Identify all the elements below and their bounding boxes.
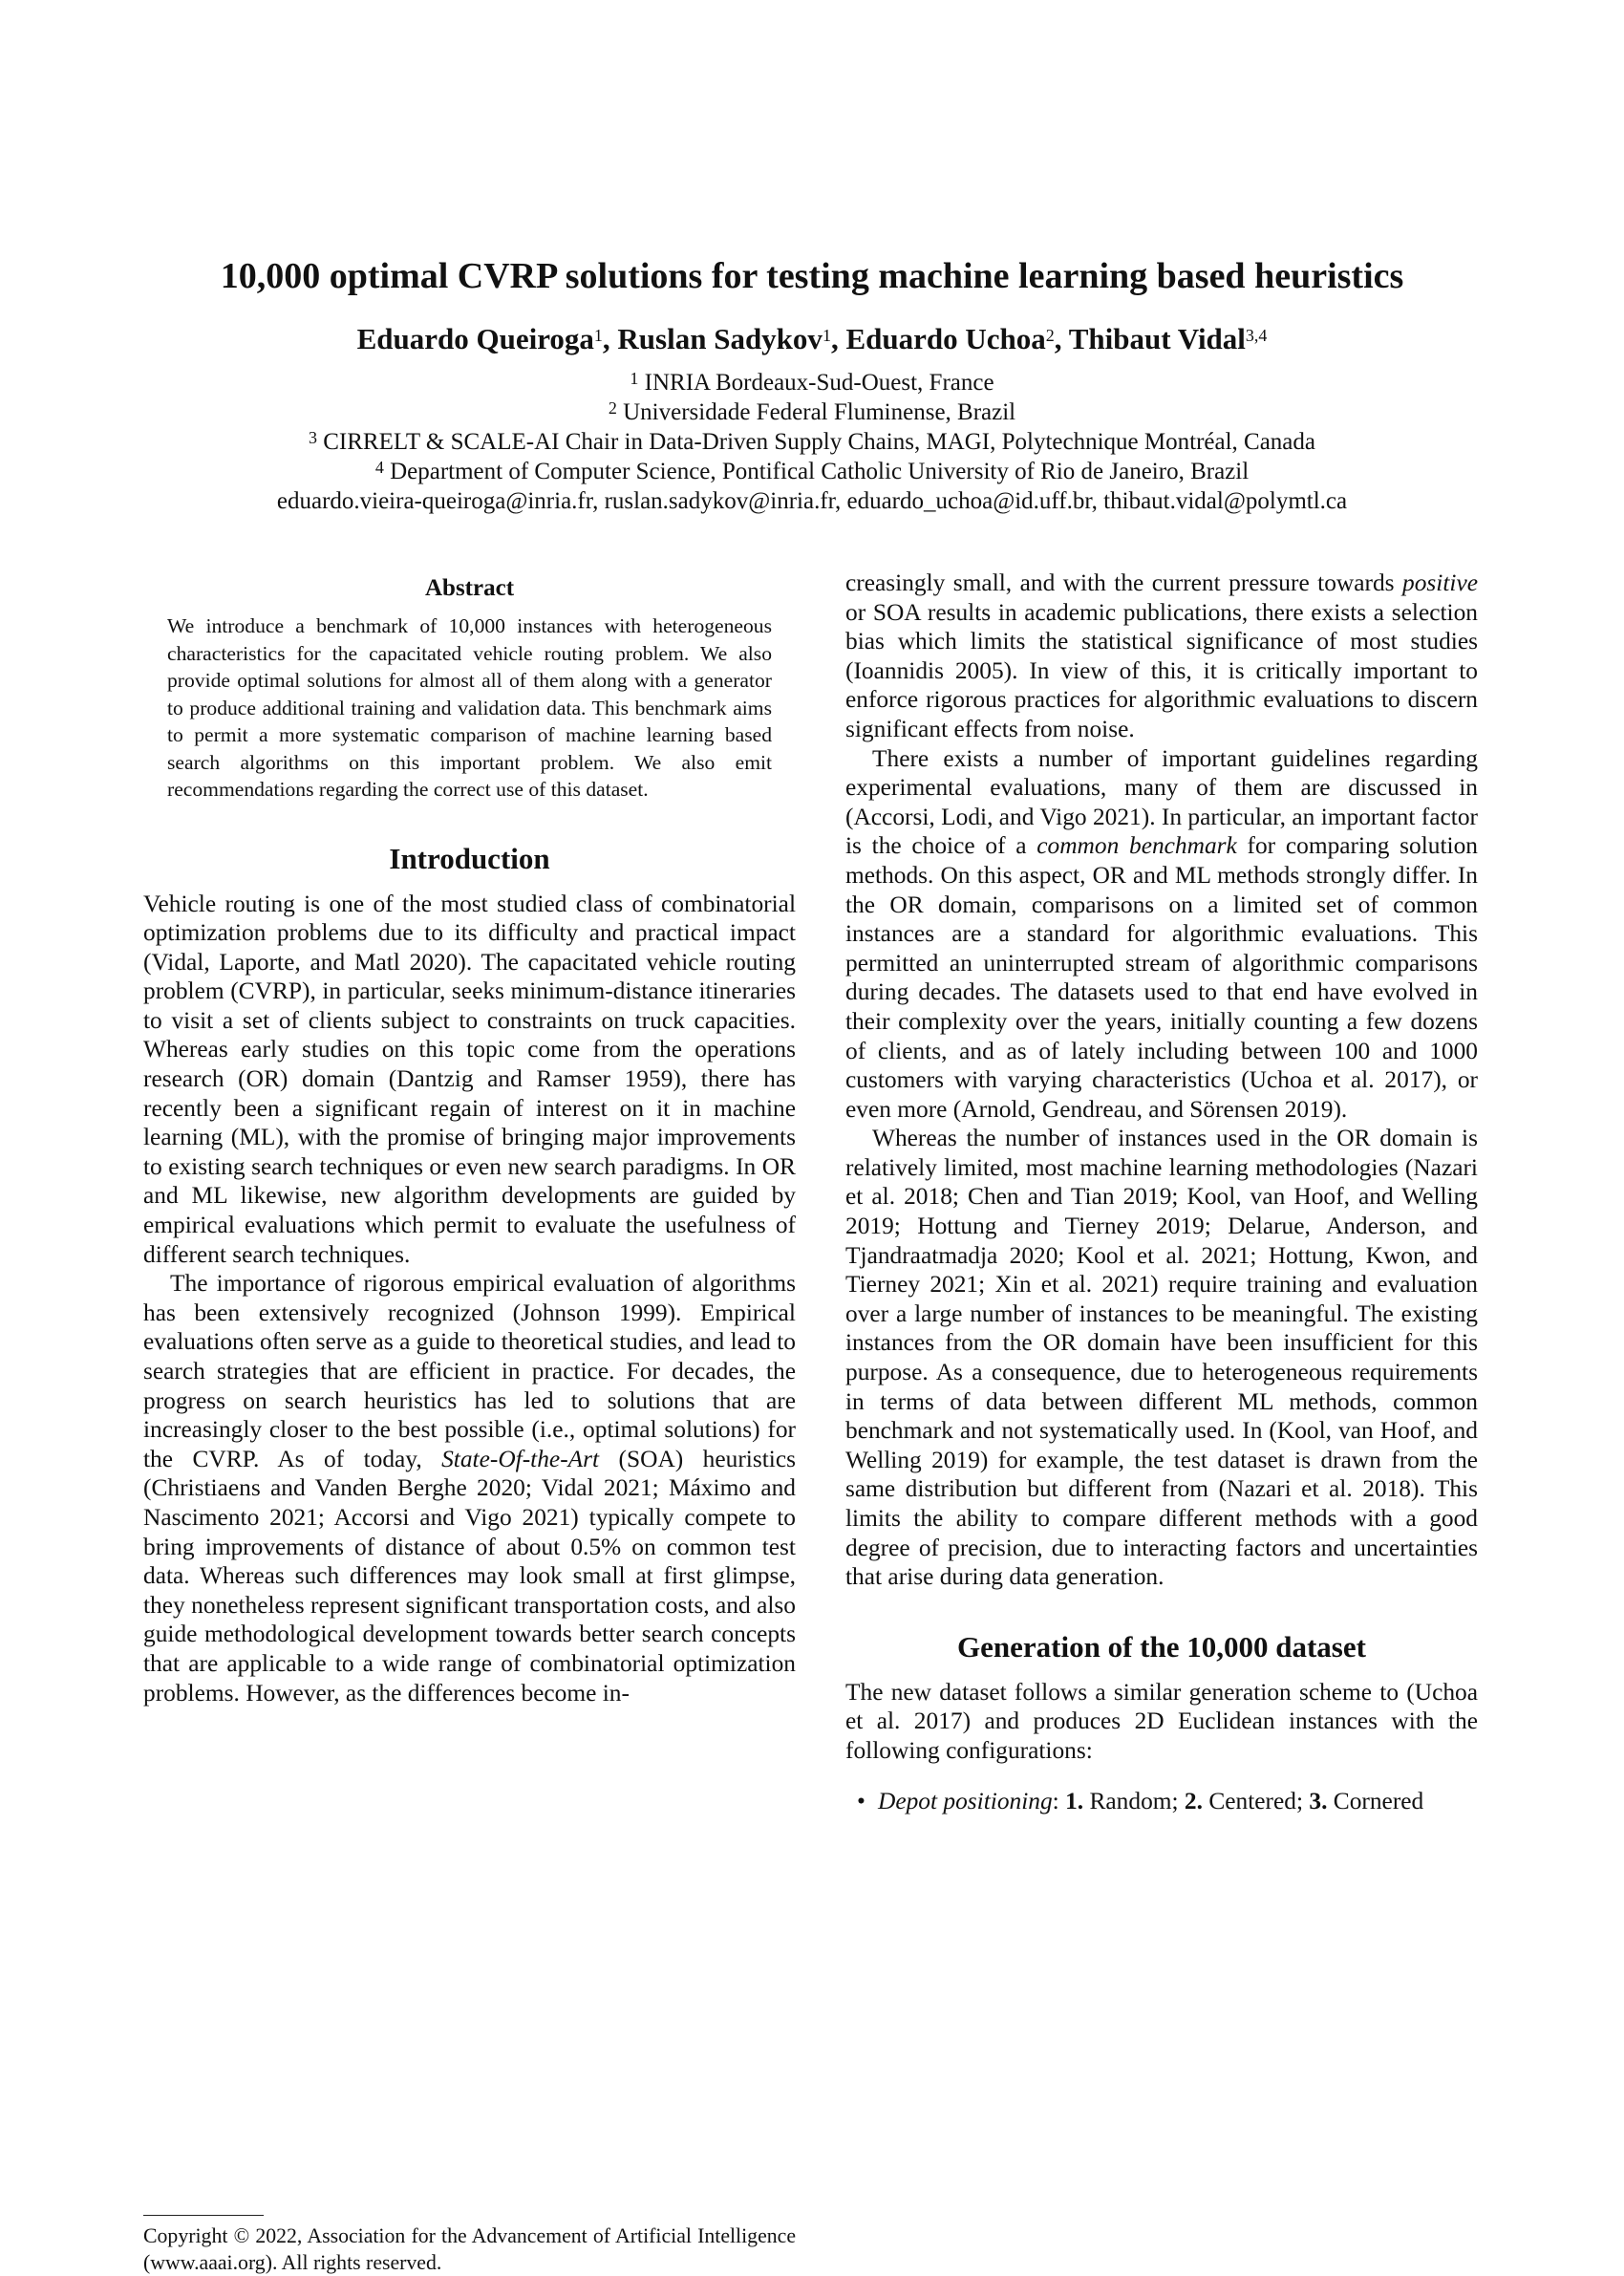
bullet-label: Depot positioning [878, 1787, 1053, 1814]
intro-paragraph-3 [845, 744, 1478, 1125]
option-text: Cornered [1327, 1787, 1424, 1814]
affiliation [0, 397, 1624, 427]
introduction-heading: Introduction [389, 841, 550, 875]
author-emails: eduardo.vieira-queiroga@inria.fr, ruslan.sadykov@inria.fr, eduardo_uchoa@id.uff.br, thibaut.vidal@polymtl.ca [276, 488, 1348, 514]
affiliation-text: INRIA Bordeaux-Sud-Ouest, France [644, 370, 994, 396]
emphasis-text: common benchmark [1036, 832, 1237, 860]
affiliation-text: Universidade Federal Fluminense, Brazil [623, 399, 1016, 425]
paper-title: 10,000 optimal CVRP solutions for testing machine learning based heuristics [220, 256, 1404, 296]
affiliation-mark: 2 [608, 398, 617, 418]
option-number: 1. [1065, 1787, 1084, 1814]
author-affil-mark: 2 [1045, 326, 1055, 345]
intro-paragraph-1: Vehicle routing is one of the most studied class of combinatorial optimization problems due to its difficulty and practical impact (Vidal, Laporte, and Matl 2020). The capacitated vehicle routing problem (CVRP), in particular, seeks minimum-distance itineraries to visit a set of clients subject to constraints on truck capacities. Whereas early studies on this topic come from the operations research (OR) domain (Dantzig and Ramser 1959), there has recently been a significant regain of interest on it in machine learning (ML), with the promise of bringing major improvements to existing search techniques or even new search paradigms. In OR and ML likewise, new algorithm developments are guided by empirical evaluations which permit to evaluate the usefulness of different search techniques. [143, 890, 796, 1268]
emphasis-text: positive [1402, 569, 1478, 596]
text-run: creasingly small, and with the current pressure towards [845, 569, 1403, 596]
author-affil-mark: 1 [593, 326, 603, 345]
affiliation [0, 457, 1624, 486]
intro-paragraph-4: Whereas the number of instances used in the OR domain is relatively limited, most machine learning methodologies (Nazari et al. 2018; Chen and Tian 2019; Kool, van Hoof, and Welling 2019; Hottung and Tierney 2019; Delarue, Anderson, and Tjandraatmadja 2020; Kool et al. 2021; Hottung, Kwon, and Tierney 2021; Xin et al. 2021) require training and evaluation over a large number of instances to be meaningful. The existing instances from the OR domain have been insufficient for this purpose. As a consequence, due to heterogeneous requirements in terms of data between different ML methods, common benchmark and not systematically used. In (Kool, van Hoof, and Welling 2019) for example, the test dataset is drawn from the same distribution but different from (Nazari et al. 2018). This limits the ability to compare different methods with a good degree of precision, due to interacting factors and uncertainties that arise during data generation. [845, 1125, 1478, 1591]
intro-paragraph-2: The importance of rigorous empirical evaluation of algorithms has been extensively recognized (Johnson 1999). Empirical evaluations often serve as a guide to theoretical studies, and lead to search strategies that are efficient in practice. For decades, the progress on search heuristics has led to solutions that are increasingly closer to the best possible (i.e., optimal solutions) for the CVRP. As of today, State-Of-the-Art (SOA) heuristics (Christiaens and Vanden Berghe 2020; Vidal 2021; Máximo and Nascimento 2021; Accorsi and Vigo 2021) typically compete to bring improvements of distance of about 0.5% on common test data. Whereas such differences may look small at first glimpse, they nonetheless represent significant transportation costs, and also guide methodological development towards better search concepts that are applicable to a wide range of combinatorial optimization problems. However, as the differences become in- [143, 1270, 796, 1707]
option-text: Centered; [1202, 1787, 1310, 1814]
bullet-icon: • [857, 1787, 865, 1814]
affiliation-mark: 4 [374, 458, 384, 477]
text-run: : [1052, 1787, 1066, 1814]
author-affil-mark: 1 [822, 326, 831, 345]
intro-paragraph-2-cont [845, 569, 1478, 744]
abstract-heading: Abstract [424, 575, 515, 601]
left-column [143, 569, 796, 1707]
author-name: Thibaut Vidal [1068, 322, 1246, 355]
text-run: for comparing solution methods. On this aspect, OR and ML methods strongly differ. In the OR domain, comparisons on a limited set of common instances are a standard for algorithmic evaluations. This permitted an uninterrupted stream of algorithmic comparisons during decades. The datasets used to that end have evolved in their complexity over the years, initially counting a few dozens of clients, and as of lately including between 100 and 1000 customers with varying characteristics (Uchoa et al. 2017), or even more (Arnold, Gendreau, and Sörensen 2019). [845, 832, 1478, 1123]
affiliations [0, 368, 1624, 516]
author-affil-mark: 3,4 [1245, 326, 1268, 345]
option-number: 2. [1184, 1787, 1203, 1814]
copyright-footnote: Copyright © 2022, Association for the Advancement of Artificial Intelligence (www.aaai.org). All rights reserved. [143, 2224, 796, 2274]
generation-paragraph-1: The new dataset follows a similar generation scheme to (Uchoa et al. 2017) and produces 2D Euclidean instances with the following configurations: [845, 1678, 1478, 1764]
text-run: or SOA results in academic publications, there exists a selection bias which limits the statistical significance of most studies (Ioannidis 2005). In view of this, it is critically important to enforce rigorous practices for algorithmic evaluations to discern significant effects from noise. [845, 598, 1478, 742]
author-name: Eduardo Queiroga [356, 322, 594, 355]
generation-heading: Generation of the 10,000 dataset [957, 1629, 1366, 1664]
author-name: Ruslan Sadykov [617, 322, 823, 355]
configuration-list [845, 1787, 1478, 1816]
text-run: There exists a number of important guidelines regarding experimental evaluations, many of them are discussed in (Accorsi, Lodi, and Vigo 2021). In particular, an important factor is the choice of a [845, 744, 1478, 860]
abstract-text: We introduce a benchmark of 10,000 instances with heterogeneous characteristics for the capacitated vehicle routing problem. We also provide optimal solutions for almost all of them along with a generator to produce additional training and validation data. This benchmark aims to permit a more systematic comparison of machine learning based search algorithms on this important problem. We also emit recommendations regarding the correct use of this dataset. [167, 614, 772, 801]
affiliation [0, 368, 1624, 397]
affiliation-text: CIRRELT & SCALE-AI Chair in Data-Driven Supply Chains, MAGI, Polytechnique Montréal, Canada [323, 429, 1315, 455]
affiliation-mark: 1 [630, 369, 639, 388]
author-name: Eduardo Uchoa [845, 322, 1046, 355]
option-text: Random; [1083, 1787, 1185, 1814]
emphasis-text: State-Of-the-Art [441, 1445, 600, 1472]
text-run: The importance of rigorous empirical evaluation of algorithms has been extensively recognized (Johnson 1999). Empirical evaluations often serve as a guide to theoretical studies, and lead to search strategies that are efficient in practice. For decades, the progress on search heuristics has led to solutions that are increasingly closer to the best possible (i.e., optimal solutions) for the CVRP. As of today, [143, 1270, 796, 1472]
affiliation-mark: 3 [308, 428, 317, 447]
right-column [845, 569, 1478, 1815]
footnote-rule [143, 2215, 264, 2216]
author-list: Eduardo Queiroga$^1$, Ruslan Sadykov$^1$, Eduardo Uchoa$^2$, Thibaut Vidal$^{3,4}$ [356, 322, 1268, 355]
affiliation [0, 427, 1624, 457]
list-item [845, 1787, 1478, 1816]
option-number: 3. [1309, 1787, 1328, 1814]
affiliation-text: Department of Computer Science, Pontifical Catholic University of Rio de Janeiro, Brazil [390, 459, 1250, 484]
text-run: (SOA) heuristics (Christiaens and Vanden Berghe 2020; Vidal 2021; Máximo and Nascimento 2021; Accorsi and Vigo 2021) typically compete to bring improvements of distance of about 0.5% on common test data. Whereas such differences may look small at first glimpse, they nonetheless represent significant transportation costs, and also guide methodological development towards better search concepts that are applicable to a wide range of combinatorial optimization problems. However, as the differences become in [143, 1445, 796, 1707]
